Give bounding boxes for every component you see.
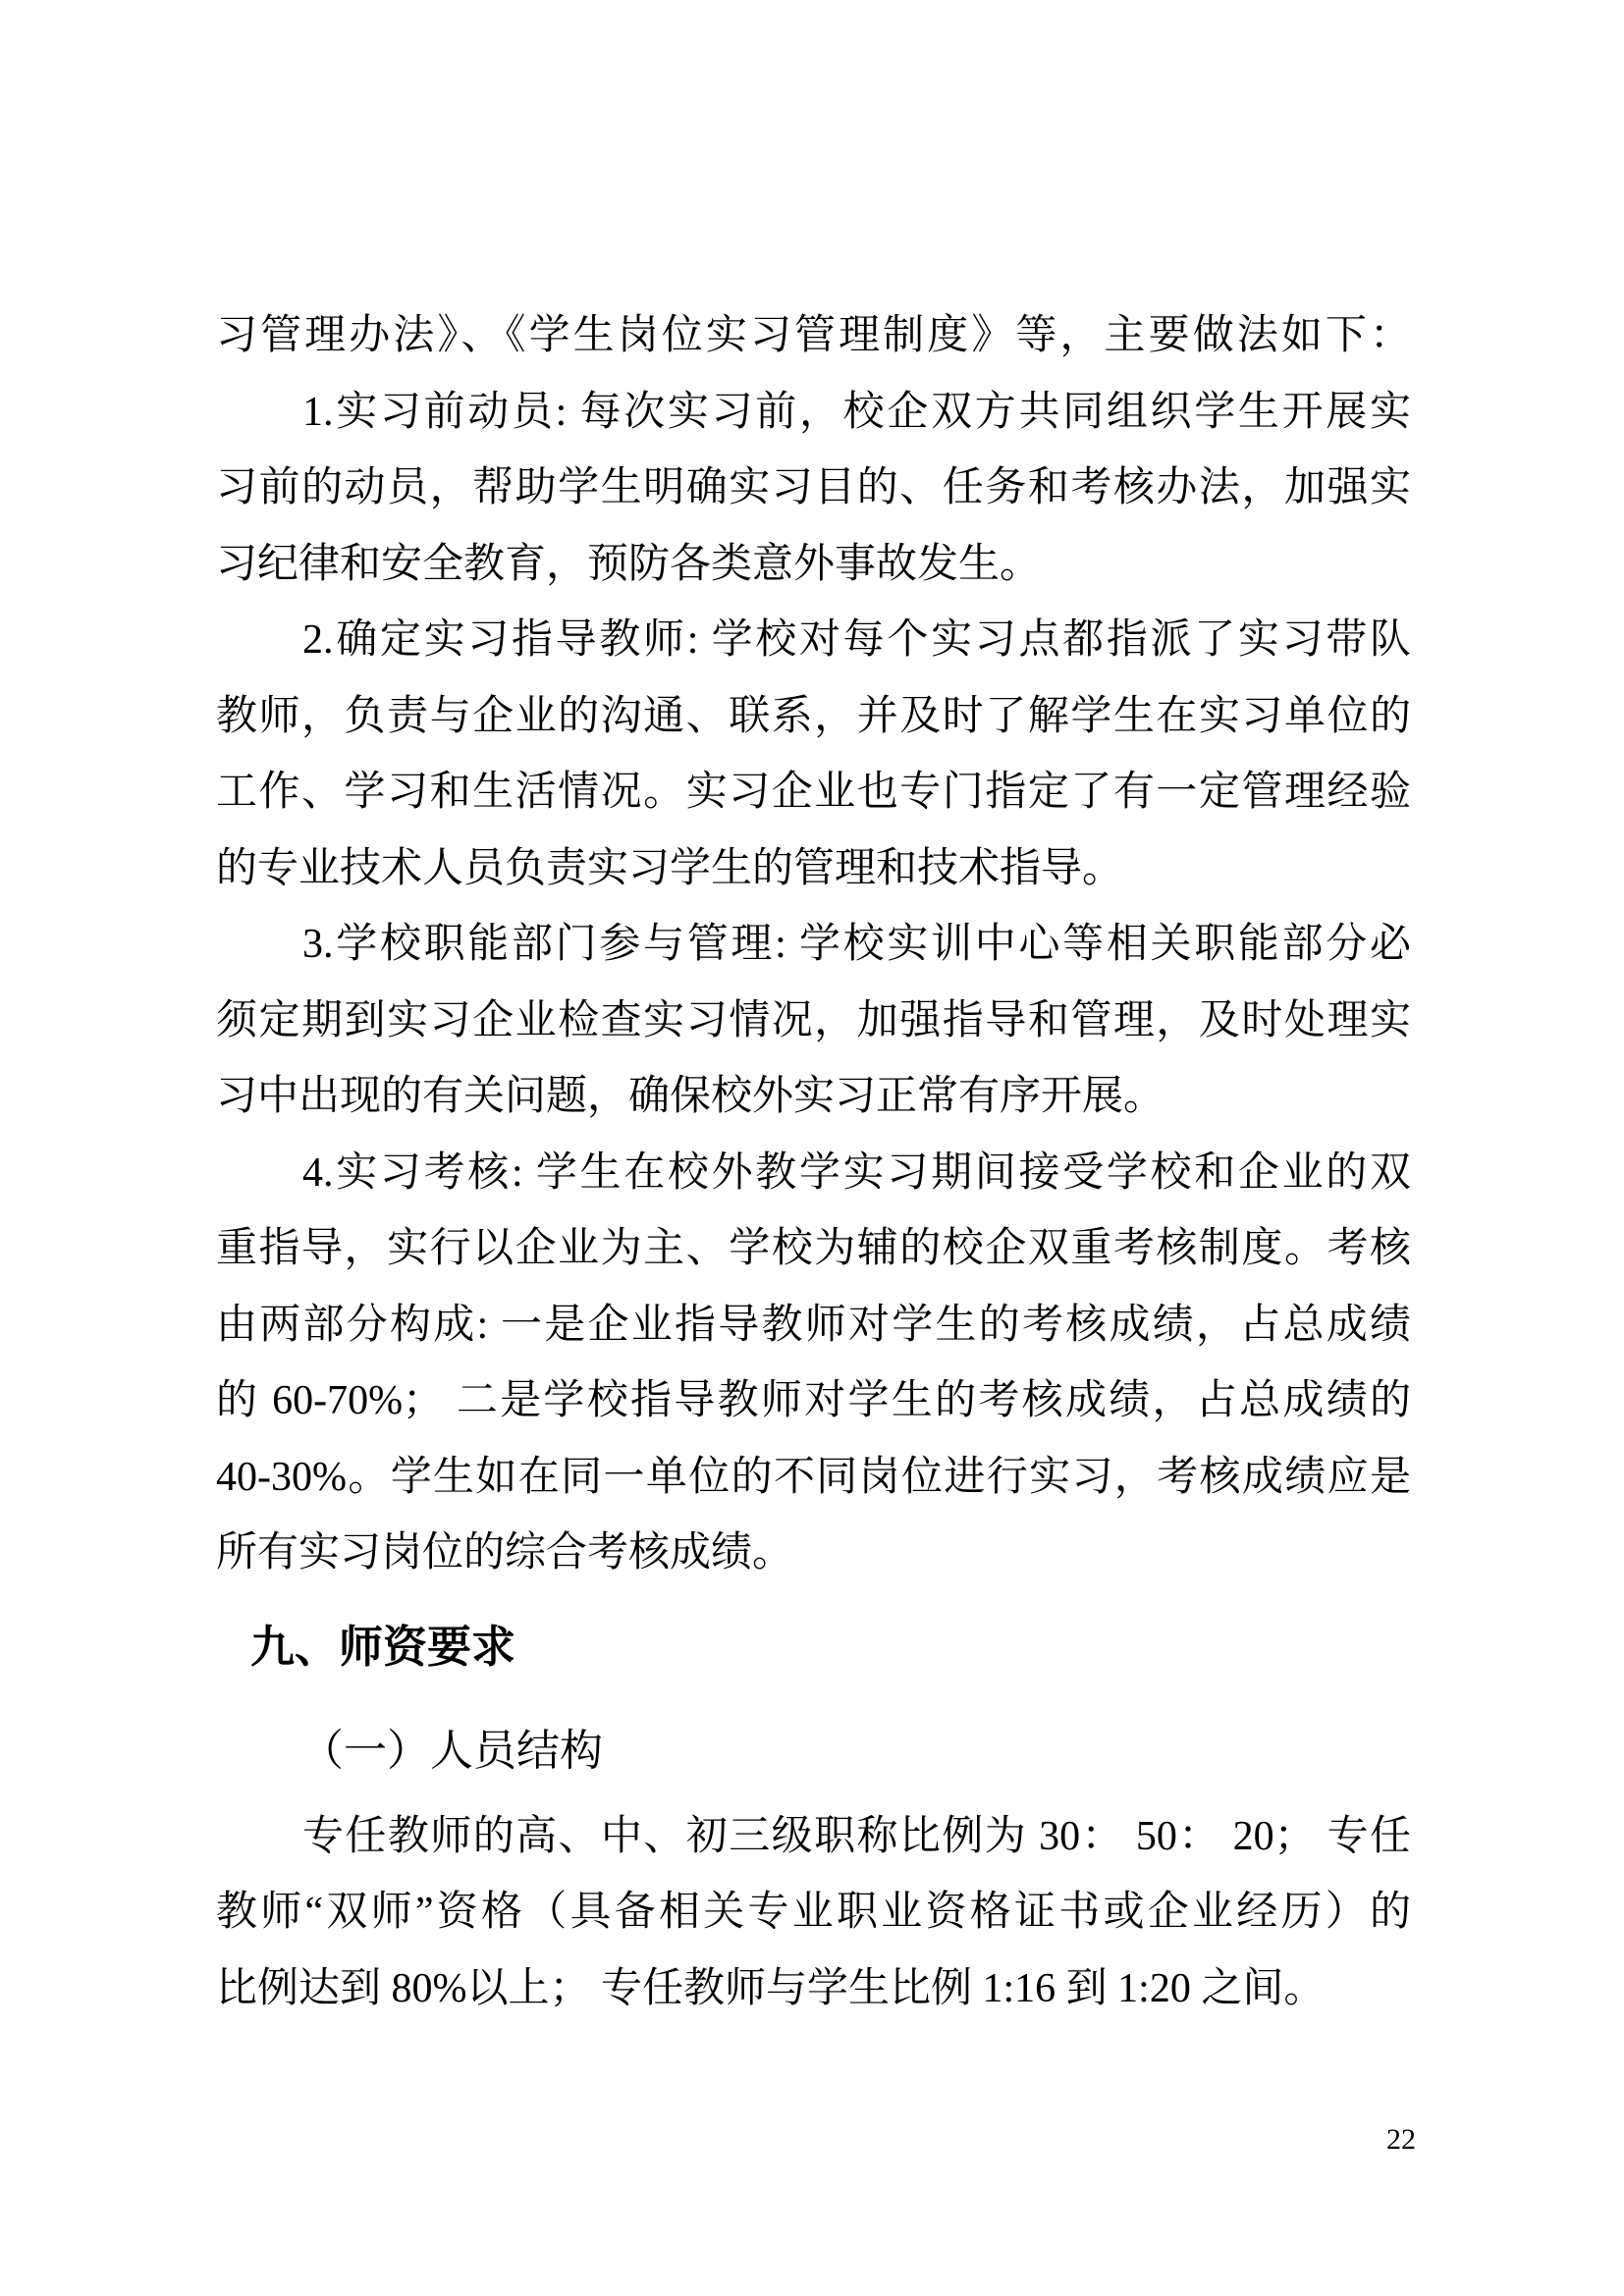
body-line: 2.确定实习指导教师: 学校对每个实习点都指派了实习带队 — [302, 617, 1411, 663]
body-line: 习前的动员，帮助学生明确实习目的、任务和考核办法，加强实 — [216, 465, 1411, 510]
body-line: 所有实习岗位的综合考核成绩。 — [216, 1530, 794, 1575]
body-line: 习管理办法》、《学生岗位实习管理制度》等，主要做法如下： — [216, 313, 1411, 358]
section-heading: 九、师资要求 — [250, 1622, 516, 1672]
body-line: 工作、学习和生活情况。实习企业也专门指定了有一定管理经验 — [216, 770, 1411, 815]
body-line: 的专业技术人员负责实习学生的管理和技术指导。 — [216, 846, 1124, 891]
body-line: 须定期到实习企业检查实习情况，加强指导和管理，及时处理实 — [216, 998, 1411, 1043]
body-line: 由两部分构成: 一是企业指导教师对学生的考核成绩，占总成绩 — [216, 1303, 1411, 1348]
body-line: 专任教师的高、中、初三级职称比例为 30： 50： 20； 专任 — [302, 1814, 1411, 1859]
page-number: 22 — [1386, 2123, 1416, 2156]
body-line: 习中出现的有关问题，确保校外实习正常有序开展。 — [216, 1074, 1165, 1119]
body-line: 40-30%。学生如在同一单位的不同岗位进行实习，考核成绩应是 — [216, 1455, 1411, 1500]
body-line: 1.实习前动员: 每次实习前，校企双方共同组织学生开展实 — [302, 390, 1411, 435]
body-line: 4.实习考核: 学生在校外教学实习期间接受学校和企业的双 — [302, 1150, 1411, 1196]
body-line: 的 60-70%； 二是学校指导教师对学生的考核成绩，占总成绩的 — [216, 1378, 1411, 1423]
body-line: 教师，负责与企业的沟通、联系，并及时了解学生在实习单位的 — [216, 694, 1411, 739]
body-line: 3.学校职能部门参与管理: 学校实训中心等相关职能部分必 — [302, 922, 1411, 967]
body-line: 习纪律和安全教育，预防各类意外事故发生。 — [216, 542, 1042, 587]
sub-heading: （一）人员结构 — [300, 1727, 603, 1775]
body-line: 教师“双师”资格（具备相关专业职业资格证书或企业经历）的 — [216, 1890, 1411, 1935]
body-line: 比例达到 80%以上； 专任教师与学生比例 1:16 到 1:20 之间。 — [216, 1966, 1326, 2011]
body-line: 重指导，实行以企业为主、学校为辅的校企双重考核制度。考核 — [216, 1226, 1411, 1271]
